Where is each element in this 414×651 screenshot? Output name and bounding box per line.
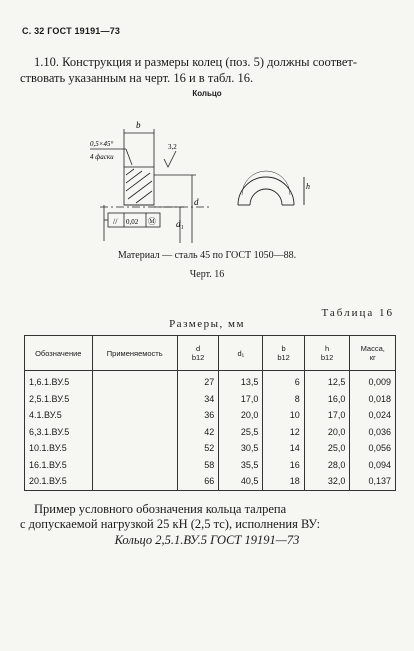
cell-designation: 2,5.1.ВУ.5 [25, 391, 93, 408]
clause-line-2: ствовать указанным на черт. 16 и в табл. 16. [20, 71, 254, 85]
col-d1: d₁ [219, 336, 263, 371]
col-d: d b12 [177, 336, 218, 371]
cell-d1: 35,5 [219, 457, 263, 474]
roughness-label: 3,2 [168, 143, 177, 151]
clause-paragraph [20, 54, 394, 86]
table-label: Таблица 16 [321, 307, 394, 319]
ring-section-drawing [80, 115, 230, 245]
cell-designation: 10.1.ВУ.5 [25, 440, 93, 457]
dim-h-label: h [306, 182, 310, 191]
cell-mass: 0,056 [350, 440, 396, 457]
cell-b: 16 [263, 457, 304, 474]
table-row [25, 407, 396, 424]
figure-caption: Черт. 16 [189, 269, 225, 280]
chamfer-count-label: 4 фаски [90, 153, 114, 161]
cell-b: 18 [263, 473, 304, 490]
cell-applicability [92, 440, 177, 457]
cell-b: 10 [263, 407, 304, 424]
cell-mass: 0,009 [350, 371, 396, 391]
col-applicability: Применяемость [92, 336, 177, 371]
col-mass: Масса, кг [350, 336, 396, 371]
example-designation: Кольцо 2,5.1.ВУ.5 ГОСТ 19191—73 [114, 533, 300, 547]
dim-b-label: b [136, 120, 141, 130]
cell-h: 25,0 [304, 440, 350, 457]
cell-d1: 25,5 [219, 424, 263, 441]
cell-mass: 0,036 [350, 424, 396, 441]
cell-designation: 6,3.1.ВУ.5 [25, 424, 93, 441]
table-row [25, 371, 396, 391]
cell-designation: 20.1.ВУ.5 [25, 473, 93, 490]
col-h: h b12 [304, 336, 350, 371]
cell-h: 17,0 [304, 407, 350, 424]
example-paragraph [20, 502, 394, 532]
dimensions-table [24, 335, 396, 491]
cell-applicability [92, 407, 177, 424]
table-header-row [25, 336, 396, 371]
table-row [25, 440, 396, 457]
cell-d1: 30,5 [219, 440, 263, 457]
cell-d: 34 [177, 391, 218, 408]
col-designation: Обозначение [25, 336, 93, 371]
example-line-2: с допускаемой нагрузкой 25 кН (2,5 тс), исполнения ВУ: [20, 517, 321, 531]
table-row [25, 424, 396, 441]
cell-h: 12,5 [304, 371, 350, 391]
cell-designation: 16.1.ВУ.5 [25, 457, 93, 474]
cell-h: 32,0 [304, 473, 350, 490]
col-b: b b12 [263, 336, 304, 371]
example-line-1: Пример условного обозначения кольца талрепа [34, 502, 287, 516]
dim-d-label: d [194, 197, 199, 207]
cell-mass: 0,024 [350, 407, 396, 424]
figure-title: Кольцо [192, 89, 222, 98]
cell-d: 42 [177, 424, 218, 441]
tolerance-symbol: // [113, 217, 118, 226]
cell-b: 14 [263, 440, 304, 457]
cell-applicability [92, 473, 177, 490]
cell-designation: 4.1.ВУ.5 [25, 407, 93, 424]
cell-applicability [92, 457, 177, 474]
cell-mass: 0,137 [350, 473, 396, 490]
cell-d1: 13,5 [219, 371, 263, 391]
tolerance-value: 0,02 [126, 218, 139, 226]
dim-d1-label: d₁ [176, 219, 184, 229]
cell-h: 28,0 [304, 457, 350, 474]
cell-b: 8 [263, 391, 304, 408]
cell-h: 20,0 [304, 424, 350, 441]
cell-b: 6 [263, 371, 304, 391]
cell-mass: 0,094 [350, 457, 396, 474]
cell-d1: 20,0 [219, 407, 263, 424]
table-caption: Размеры, мм [169, 318, 245, 330]
cell-d: 52 [177, 440, 218, 457]
cell-mass: 0,018 [350, 391, 396, 408]
cell-d: 27 [177, 371, 218, 391]
cell-d: 66 [177, 473, 218, 490]
cell-d1: 17,0 [219, 391, 263, 408]
material-note: Материал — сталь 45 по ГОСТ 1050—88. [117, 250, 297, 261]
clause-line-1: 1.10. Конструкция и размеры колец (поз. 5) должны соответ- [34, 55, 358, 69]
table-row [25, 457, 396, 474]
cell-d1: 40,5 [219, 473, 263, 490]
cell-b: 12 [263, 424, 304, 441]
cell-applicability [92, 391, 177, 408]
cell-applicability [92, 424, 177, 441]
cell-d: 36 [177, 407, 218, 424]
cell-d: 58 [177, 457, 218, 474]
cell-h: 16,0 [304, 391, 350, 408]
table-row [25, 391, 396, 408]
cell-applicability [92, 371, 177, 391]
page-header: С. 32 ГОСТ 19191—73 [22, 26, 121, 36]
tolerance-modifier: Ⓜ [148, 217, 156, 226]
chamfer-label: 0,5×45° [90, 140, 114, 148]
cell-designation: 1,6.1.ВУ.5 [25, 371, 93, 391]
ring-iso-drawing [230, 165, 320, 215]
table-row [25, 473, 396, 490]
